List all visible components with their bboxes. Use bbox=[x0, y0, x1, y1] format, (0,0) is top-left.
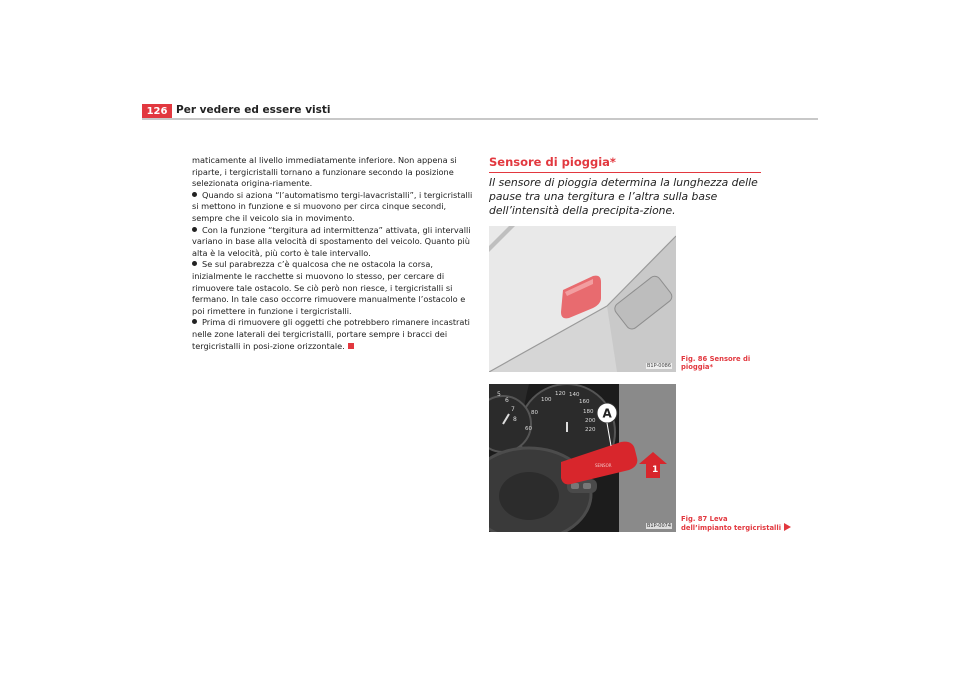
bullet-text: Con la funzione “tergitura ad intermittenza” attivata, gli intervalli variano in base alla velocità di spostamento del veicolo. Quanto più alta è la velocità, più corto è tale intervallo. bbox=[192, 224, 471, 258]
gauge-label: 160 bbox=[579, 399, 590, 405]
section-end-icon bbox=[348, 343, 354, 349]
caption-line: Fig. 87 Leva bbox=[681, 515, 728, 523]
section-title: Sensore di pioggia* bbox=[489, 155, 761, 173]
gauge-label: 140 bbox=[569, 392, 580, 398]
caption-line bbox=[681, 523, 791, 532]
gauge-label: 5 bbox=[497, 391, 501, 398]
bullet-icon bbox=[192, 192, 197, 197]
gauge-label: 200 bbox=[585, 418, 596, 424]
bullet-icon bbox=[192, 227, 197, 232]
figure-caption bbox=[681, 515, 791, 532]
gauge-label: 7 bbox=[511, 406, 515, 413]
gauge-label: 8 bbox=[513, 416, 517, 423]
bullet-icon bbox=[192, 319, 197, 324]
marker-1: 1 bbox=[652, 465, 659, 475]
left-column bbox=[192, 155, 474, 352]
gauge-label: 6 bbox=[505, 397, 509, 404]
gauge-label: 220 bbox=[585, 427, 596, 433]
bullet-icon bbox=[192, 261, 197, 266]
continuation-paragraph: maticamente al livello immediatamente inferiore. Non appena si riparte, i tergicristalli tornano a funzionare secondo la posizione selezionata origina-riamente. bbox=[192, 155, 457, 189]
figure-rain-sensor bbox=[489, 226, 676, 372]
gauge-label: 60 bbox=[525, 426, 532, 432]
gauge-label: 80 bbox=[531, 410, 538, 416]
gauge-label: 100 bbox=[541, 397, 552, 403]
section-intro: Il sensore di pioggia determina la lunghezza delle pause tra una tergitura e l’altra sulla base dell’intensità della precipita-zione. bbox=[489, 176, 758, 217]
bullet-text: Se sul parabrezza c’è qualcosa che ne ostacola la corsa, inizialmente le racchette si muovono lo stesso, per cercare di rimuovere tale ostacolo. Se ciò però non riesce, i tergicristalli si fermano. In tale caso occorre rimuovere manualmente l’ostacolo e poi rimettere in funzione i tergicristalli. bbox=[192, 259, 466, 316]
rain-sensor-illustration bbox=[489, 226, 676, 372]
header-rule bbox=[142, 118, 818, 120]
gauge-label: 180 bbox=[583, 409, 594, 415]
caption-text: dell’impianto tergicristalli bbox=[681, 524, 782, 532]
bullet-item bbox=[192, 190, 474, 225]
bullet-text: Quando si aziona “l’automatismo tergi-lavacristalli”, i tergicristalli si mettono in funzione e si muovono per circa cinque secondi, sempre che il veicolo sia in movimento. bbox=[192, 189, 473, 223]
wiper-lever-illustration bbox=[489, 384, 676, 532]
figure-code: B1P-0086 bbox=[646, 363, 671, 369]
caption-line: pioggia* bbox=[681, 363, 714, 371]
figure-caption bbox=[681, 355, 750, 371]
bullet-item bbox=[192, 259, 474, 317]
marker-a: A bbox=[602, 406, 612, 421]
next-page-arrow-icon[interactable] bbox=[784, 523, 791, 531]
figure-wiper-lever bbox=[489, 384, 676, 532]
bullet-text: Prima di rimuovere gli oggetti che potrebbero rimanere incastrati nelle zone laterali dei tergicristalli, portare sempre i bracci dei tergicristalli in posi-zione orizzontale. bbox=[192, 317, 470, 351]
figure-code: B1P-0074 bbox=[646, 523, 671, 529]
page-number-badge: 126 bbox=[142, 104, 172, 118]
caption-line: Fig. 86 Sensore di bbox=[681, 355, 751, 363]
bullet-item bbox=[192, 317, 474, 352]
running-title: Per vedere ed essere visti bbox=[176, 104, 331, 116]
gauge-label: 120 bbox=[555, 391, 566, 397]
lever-text: SENSOR bbox=[595, 463, 612, 468]
bullet-item bbox=[192, 225, 474, 260]
